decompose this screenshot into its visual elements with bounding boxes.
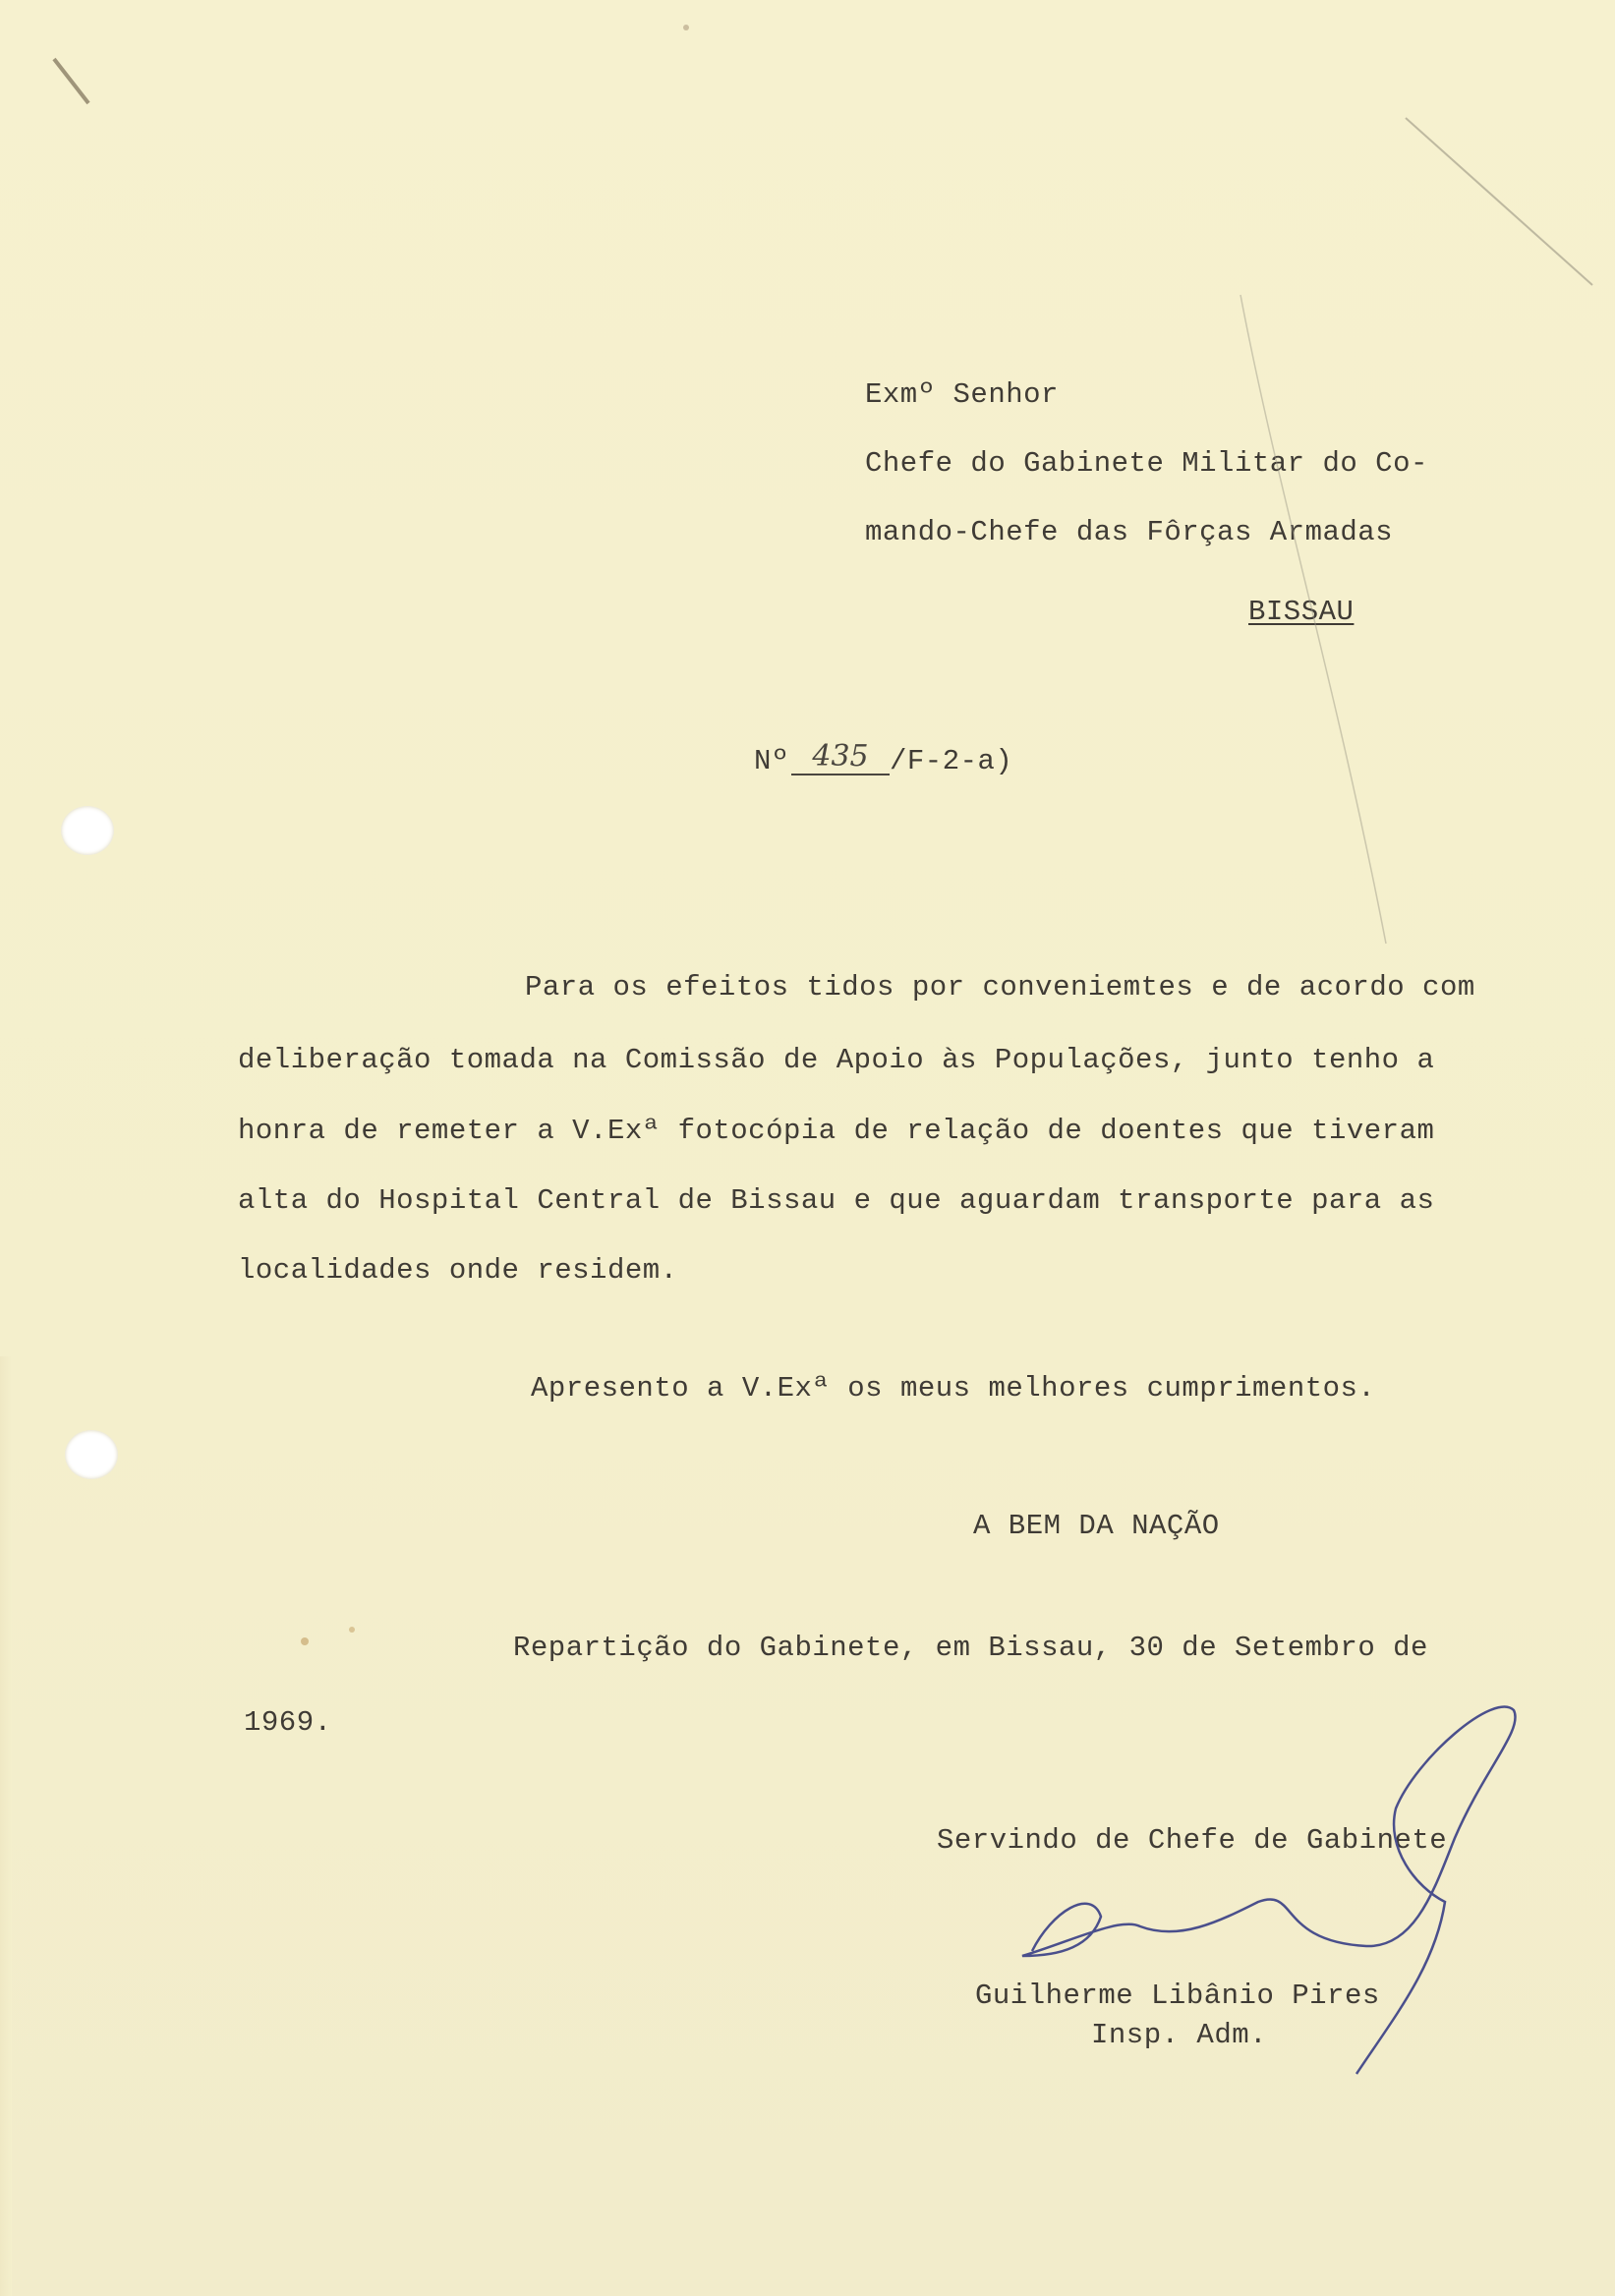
reference-number: 435 bbox=[791, 739, 890, 775]
paper-spot bbox=[349, 1627, 355, 1633]
signature-role: Servindo de Chefe de Gabinete bbox=[937, 1824, 1448, 1857]
punch-hole-top bbox=[61, 806, 114, 855]
salutation: Exmº Senhor bbox=[865, 378, 1059, 411]
paper-edge bbox=[0, 1356, 12, 2296]
punch-hole-bottom bbox=[65, 1430, 118, 1479]
corner-mark bbox=[54, 59, 88, 103]
place-date-line-2: 1969. bbox=[244, 1706, 332, 1739]
body-line-1: Para os efeitos tidos por conveniemtes e de acordo com bbox=[525, 971, 1475, 1004]
address-line-2: mando-Chefe das Fôrças Armadas bbox=[865, 516, 1394, 548]
address-line-1: Chefe do Gabinete Militar do Co- bbox=[865, 447, 1428, 480]
paper-spot bbox=[301, 1637, 309, 1645]
place-date-line-1: Repartição do Gabinete, em Bissau, 30 de Setembro de bbox=[513, 1632, 1428, 1664]
body-paragraph-2: Apresento a V.Exª os meus melhores cumprimentos. bbox=[531, 1372, 1376, 1405]
closing-motto: A BEM DA NAÇÃO bbox=[973, 1510, 1220, 1542]
pencil-mark-top bbox=[1406, 118, 1592, 285]
address-city: BISSAU bbox=[1248, 596, 1355, 628]
signatory-name: Guilherme Libânio Pires bbox=[975, 1980, 1380, 2012]
body-line-5: localidades onde residem. bbox=[238, 1254, 678, 1287]
reference-prefix: Nº bbox=[754, 745, 789, 777]
signatory-title: Insp. Adm. bbox=[1091, 2019, 1268, 2051]
body-line-3: honra de remeter a V.Exª fotocópia de relação de doentes que tiveram bbox=[238, 1115, 1435, 1147]
body-line-2: deliberação tomada na Comissão de Apoio às Populações, junto tenho a bbox=[238, 1044, 1435, 1076]
reference-suffix: /F-2-a) bbox=[890, 745, 1013, 777]
body-line-4: alta do Hospital Central de Bissau e que aguardam transporte para as bbox=[238, 1184, 1435, 1217]
paper-spot bbox=[683, 25, 689, 30]
